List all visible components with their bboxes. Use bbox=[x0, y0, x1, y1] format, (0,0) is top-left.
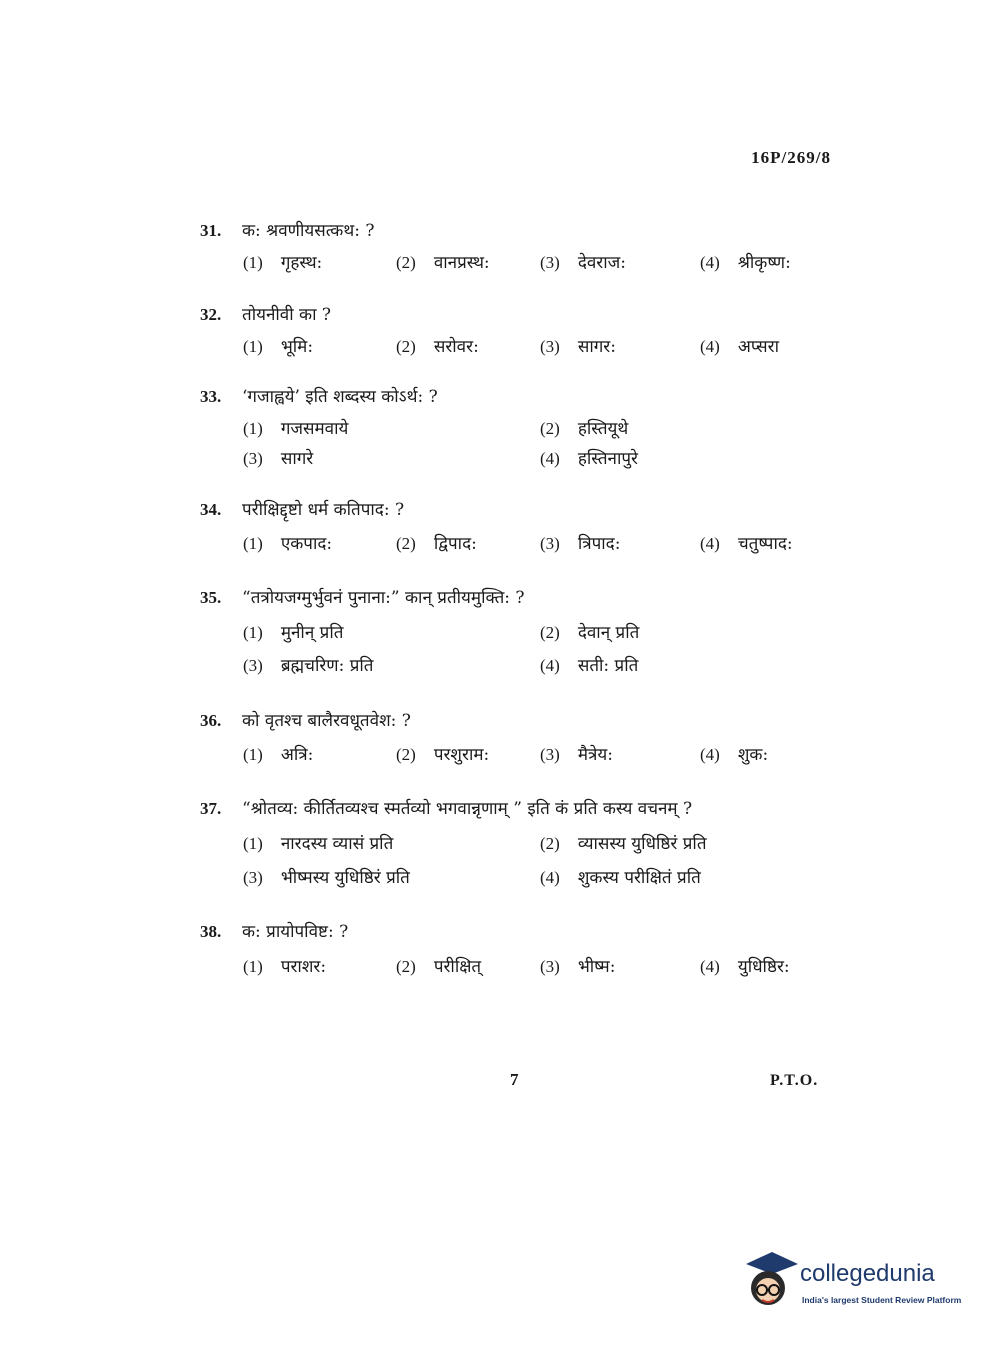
question-number: 32. bbox=[200, 305, 222, 324]
brand-tagline: India's largest Student Review Platform bbox=[802, 1295, 962, 1305]
option: (3) मैत्रेय: bbox=[540, 745, 613, 765]
option: (4) शुक: bbox=[700, 745, 769, 765]
question-text: ‘गजाह्वये’ इति शब्दस्य कोऽर्थ: ? bbox=[242, 387, 438, 407]
option: (1) मुनीन् प्रति bbox=[243, 623, 344, 643]
option: (4) सती: प्रति bbox=[540, 656, 639, 676]
option: (1) गृहस्थ: bbox=[243, 253, 323, 273]
paper-code: 16P/269/8 bbox=[751, 148, 831, 167]
question-number: 34. bbox=[200, 500, 222, 519]
option: (2) परशुराम: bbox=[396, 745, 490, 765]
option: (4) शुकस्य परीक्षितं प्रति bbox=[540, 868, 701, 888]
option: (3) भीष्मस्य युधिष्ठिरं प्रति bbox=[243, 868, 410, 888]
option: (2) परीक्षित् bbox=[396, 957, 482, 977]
option: (3) देवराज: bbox=[540, 253, 627, 273]
question-number: 37. bbox=[200, 799, 222, 818]
page-number: 7 bbox=[510, 1070, 519, 1089]
option: (3) ब्रह्मचरिण: प्रति bbox=[243, 656, 374, 676]
option: (4) अप्सरा bbox=[700, 337, 780, 357]
option: (1) अत्रि: bbox=[243, 745, 314, 765]
option: (2) देवान् प्रति bbox=[540, 623, 640, 643]
question-number: 38. bbox=[200, 922, 222, 941]
mascot-icon bbox=[742, 1250, 800, 1310]
option: (2) द्विपाद: bbox=[396, 534, 477, 554]
option: (2) व्यासस्य युधिष्ठिरं प्रति bbox=[540, 834, 707, 854]
option: (3) भीष्म: bbox=[540, 957, 616, 977]
option: (3) सागर: bbox=[540, 337, 616, 357]
question-text: को वृतश्च बालैरवधूतवेश: ? bbox=[242, 711, 411, 731]
question-text: क: श्रवणीयसत्कथ: ? bbox=[242, 221, 375, 241]
option: (2) वानप्रस्थ: bbox=[396, 253, 490, 273]
question-number: 36. bbox=[200, 711, 222, 730]
option: (3) त्रिपाद: bbox=[540, 534, 621, 554]
collegedunia-logo bbox=[742, 1250, 972, 1310]
option: (1) पराशर: bbox=[243, 957, 327, 977]
brand-name: collegedunia bbox=[800, 1260, 935, 1287]
option: (4) युधिष्ठिर: bbox=[700, 957, 790, 977]
pto-label: P.T.O. bbox=[770, 1072, 819, 1089]
option: (1) भूमि: bbox=[243, 337, 314, 357]
question-text: “तत्रोयजग्मुर्भुवनं पुनाना:” कान् प्रतीयमुक्ति: ? bbox=[242, 588, 525, 608]
option: (4) श्रीकृष्ण: bbox=[700, 253, 791, 273]
question-number: 33. bbox=[200, 387, 222, 406]
option: (1) गजसमवाये bbox=[243, 419, 349, 439]
question-number: 31. bbox=[200, 221, 222, 240]
option: (3) सागरे bbox=[243, 449, 314, 469]
option: (4) हस्तिनापुरे bbox=[540, 449, 639, 469]
question-number: 35. bbox=[200, 588, 222, 607]
question-text: क: प्रायोपविष्ट: ? bbox=[242, 922, 349, 942]
option: (2) सरोवर: bbox=[396, 337, 479, 357]
option: (1) एकपाद: bbox=[243, 534, 333, 554]
question-text: तोयनीवी का ? bbox=[242, 305, 332, 325]
option: (4) चतुष्पाद: bbox=[700, 534, 793, 554]
option: (2) हस्तियूथे bbox=[540, 419, 629, 439]
question-text: “श्रोतव्य: कीर्तितव्यश्च स्मर्तव्यो भगवान्नृणाम् ” इति कं प्रति कस्य वचनम् ? bbox=[242, 799, 693, 819]
question-text: परीक्षिद्दृष्टो धर्म कतिपाद: ? bbox=[242, 500, 405, 520]
option: (1) नारदस्य व्यासं प्रति bbox=[243, 834, 394, 854]
